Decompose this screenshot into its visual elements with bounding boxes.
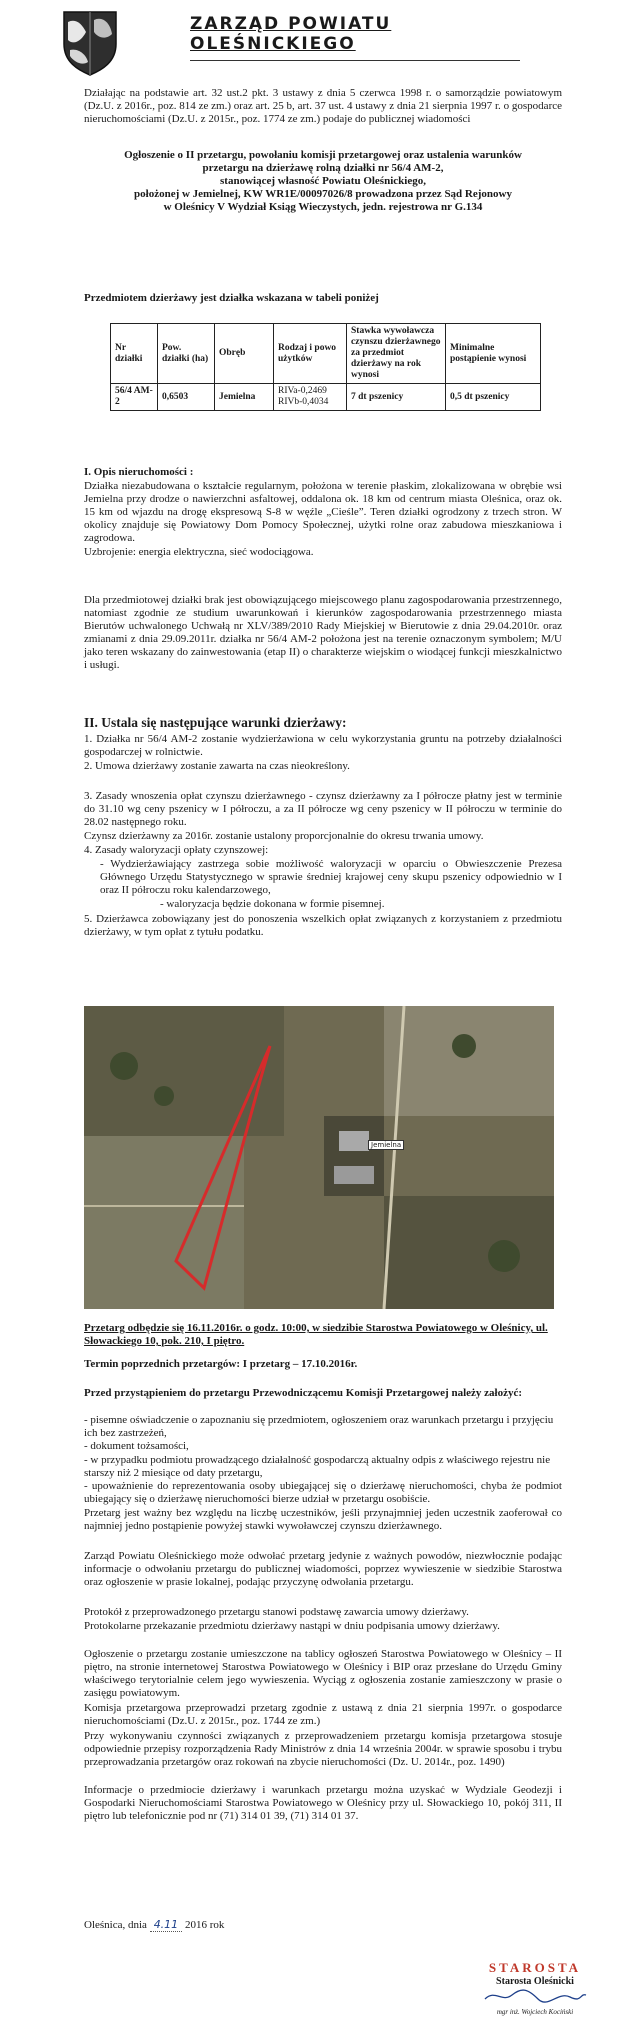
coat-of-arms-logo [62,10,118,76]
section-1-zoning: Dla przedmiotowej działki brak jest obowiązującego miejscowego planu zagospodarowania przestrzennego, natomiast zgodnie ze studium uwarunkowań i kierunków zagospodarowania przestrzennego miasta Bierutów uchwalonego Uchwałą nr XLV/389/2010 Rady Miejskiej w Bierutowie z dnia 29.04.2010r. oraz zmianami z dnia 29.09.2011r. działka nr 56/4 AM-2 położona jest na terenie oznaczonym symbolem; M/U jako teren wskazany do zainwestowania (etap II) o charakterze wiejskim o wiodącej funkcji mieszkalnictwo i usługi. [84,594,562,671]
page-title: ZARZĄD POWIATU OLEŚNICKIEGO [190,14,392,54]
photo-label: Jemielna [368,1140,404,1150]
announcement-line: w Oleśnicy V Wydział Ksiąg Wieczystych, jedn. rejestrowa nr G.134 [163,201,483,213]
signature-stamp [470,1960,600,2016]
section-1-paragraph: Działka niezabudowana o kształcie regularnym, położona w terenie płaskim, zlokalizowana w obrębie wsi Jemielna przy drodze o nawierzchni asfaltowej, oddalona ok. 18 km od centrum miasta Oleśnica, oraz ok. 15 km od wjazdu na drogę ekspresową S-8 w węźle „Cieśle”. Teren działki ogrodzony z trzech stron. W okolicy znajduje się Powiatowy Dom Pomocy Społecznej, użytki rolne oraz zabudowa mieszkaniowa i zagrodowa. [84,480,562,544]
place-date-label: Oleśnica, dnia [84,1919,147,1931]
plot-table [110,323,541,411]
table-header: Stawka wywoławcza czynszu dzierżawnego za przedmiot dzierżawy na rok wynosi [347,324,446,384]
table-intro: Przedmiotem dzierżawy jest działka wskazana w tabeli poniżej [84,292,379,304]
table-cell: 7 dt pszenicy [347,384,446,411]
table-header: Minimalne postąpienie wynosi [446,324,541,384]
table-header: Pow. działki (ha) [158,324,215,384]
handover-note: Protokolarne przekazanie przedmiotu dzierżawy nastąpi w dniu podpisania umowy dzierżawy. [84,1620,500,1632]
year-label: 2016 rok [184,1919,225,1931]
table-header-row [111,324,541,384]
table-cell: Jemielna [215,384,274,411]
condition-item: 4. Zasady waloryzacji opłaty czynszowej: [84,844,269,856]
stamp-title: STAROSTA [488,1960,582,1975]
condition-item: 3. Zasady wnoszenia opłat czynszu dzierżawnego - czynsz dzierżawny za I półrocze płatny jest w terminie do 31.10 wg ceny pszenicy w I półroczu, a za II półrocze wg ceny pszenicy w II półroczu w terminie do 28.02 następnego roku. [84,790,562,828]
condition-item: Czynsz dzierżawny za 2016r. zostanie ustalony proporcjonalnie do okresu trwania umowy. [84,830,484,842]
condition-item: - Wydzierżawiający zastrzega sobie możliwość waloryzacji w oparciu o Obwieszczenie Prezesa Głównego Urzędu Statystycznego w sprawie średniej krajowej ceny skupu pszenicy odpowiednio w I oraz II półroczu roku kalendarzowego, [100,858,562,896]
header-divider [190,60,520,61]
section-1-title: I. Opis nieruchomości : [84,466,194,478]
land-class: RIVb-0,4034 [278,397,329,407]
table-header: Obręb [215,324,274,384]
announcement-line: przetargu na dzierżawę rolną działki nr 56/4 AM-2, [202,162,444,174]
deposit-intro: Przed przystąpieniem do przetargu Przewodniczącemu Komisji Przetargowej należy założyć: [84,1387,523,1399]
announcement-heading [84,149,562,214]
auction-date: Przetarg odbędzie się 16.11.2016r. o godz. 10:00, w siedzibie Starostwa Powiatowego w Oleśnicy, ul. Słowackiego 10, pok. 210, I piętro. [84,1322,548,1347]
validity-note: Przetarg jest ważny bez względu na liczbę uczestników, jeśli przynajmniej jeden uczestnik zaoferował co najmniej jedno postąpienie powyżej stawki wywoławczej czynszu dzierżawnego. [84,1507,562,1532]
announcement-line: Ogłoszenie o II przetargu, powołaniu komisji przetargowej oraz ustalenia warunków [124,149,522,161]
procedure-note: Przy wykonywaniu czynności związanych z przeprowadzeniem przetargu komisja przetargowa stosuje odpowiednie przepisy rozporządzenia Rady Ministrów z dnia 14 września 2004r. w sprawie sposobu i trybu przeprowadzania przetargów oraz rokowań na zbycie nieruchomości (Dz. U. 2014r., poz. 1490) [84,1730,562,1768]
requirement-item: - dokument tożsamości, [84,1440,189,1452]
land-class: RIVa-0,2469 [278,386,327,396]
commission-note: Komisja przetargowa przeprowadzi przetarg zgodnie z ustawą z dnia 21 sierpnia 1997r. o gospodarce nieruchomościami (Dz.U. z 2015r., poz. 1744 ze zm.) [84,1702,562,1727]
requirement-item: - pisemne oświadczenie o zapoznaniu się przedmiotem, ogłoszeniem oraz warunkach przetargu i przyjęciu ich bez zastrzeżeń, [84,1414,554,1439]
table-cell: 0,5 dt pszenicy [446,384,541,411]
condition-item: 2. Umowa dzierżawy zostanie zawarta na czas nieokreślony. [84,760,350,772]
cancellation-note: Zarząd Powiatu Oleśnickiego może odwołać przetarg jedynie z ważnych powodów, niezwłocznie podając informacje o odwołaniu przetargu do publicznej wiadomości, poprzez wywieszenie w siedzibie Starostwa oraz ogłoszenie w prasie lokalnej, podając przyczynę odwołania przetargu. [84,1550,562,1588]
requirement-item: - upoważnienie do reprezentowania osoby ubiegającej się o dzierżawę nieruchomości, chyba że podmiot ubiegający się o dzierżawę nieruchomości bierze udział w przetargu osobiście. [84,1480,562,1505]
table-header: Nr działki [111,324,158,384]
condition-item: - waloryzacja będzie dokonana w formie pisemnej. [160,898,385,910]
announcement-line: stanowiącej własność Powiatu Oleśnickiego, [220,175,426,187]
section-2-title: II. Ustala się następujące warunki dzierżawy: [84,715,347,730]
stamp-subtitle: Starosta Oleśnicki [496,1976,574,1987]
handwritten-signature [480,1987,590,2005]
section-1-utilities: Uzbrojenie: energia elektryczna, sieć wodociągowa. [84,546,314,558]
publication-note: Ogłoszenie o przetargu zostanie umieszczone na tablicy ogłoszeń Starostwa Powiatowego w Oleśnicy – II piętro, na stronie internetowej Starostwa Powiatowego w Oleśnicy i BIP oraz przesłane do Urzędu Gminy właściwego terytorialnie celem jego wywieszenia. Wyciąg z ogłoszenia zostanie zamieszczony w prasie o zasięgu powiatowym. [84,1648,562,1699]
handwritten-date: 4.11 [150,1918,183,1932]
announcement-line: położonej w Jemielnej, KW WR1E/00097026/8 prowadzona przez Sąd Rejonowy [134,188,512,200]
requirement-item: - w przypadku podmiotu prowadzącego działalność gospodarczą aktualny odpis z właściwego rejestru nie starszy niż 2 miesiące od daty przetargu, [84,1454,551,1479]
aerial-photo [84,1006,554,1309]
intro-paragraph: Działając na podstawie art. 32 ust.2 pkt. 3 ustawy z dnia 5 czerwca 1998 r. o samorządzie powiatowym (Dz.U. z 2016r., poz. 814 ze zm.) oraz art. 25 b, art. 37 ust. 4 ustawy z dnia 21 sierpnia 1997 r. o gospodarce nieruchomościami (Dz.U. z 2015r., poz. 1774 ze zm.) podaje do publicznej wiadomości [84,87,562,125]
table-cell: 0,6503 [158,384,215,411]
place-date [84,1918,344,1932]
condition-item: 1. Działka nr 56/4 AM-2 zostanie wydzierżawiona w celu wykorzystania gruntu na potrzeby działalności gospodarczej w rolnictwie. [84,733,562,758]
condition-item: 5. Dzierżawca zobowiązany jest do ponoszenia wszelkich opłat związanych z korzystaniem z przedmiotu dzierżawy, w tym opłat z tytułu podatku. [84,913,562,938]
table-row [111,384,541,411]
table-cell: 56/4 AM-2 [111,384,158,411]
table-cell [274,384,347,411]
signer-name: mgr inż. Wojciech Kociński [496,2008,574,2016]
protocol-note: Protokół z przeprowadzonego przetargu stanowi podstawę zawarcia umowy dzierżawy. [84,1606,469,1618]
contact-info: Informacje o przedmiocie dzierżawy i warunkach przetargu można uzyskać w Wydziale Geodezji i Gospodarki Nieruchomościami Starostwa Powiatowego w Oleśnicy przy ul. Słowackiego 10, pokój 311, II piętro lub telefonicznie pod nr (71) 314 01 39, (71) 314 01 37. [84,1784,562,1822]
previous-auctions: Termin poprzednich przetargów: I przetarg – 17.10.2016r. [84,1358,358,1370]
table-header: Rodzaj i powo użytków [274,324,347,384]
